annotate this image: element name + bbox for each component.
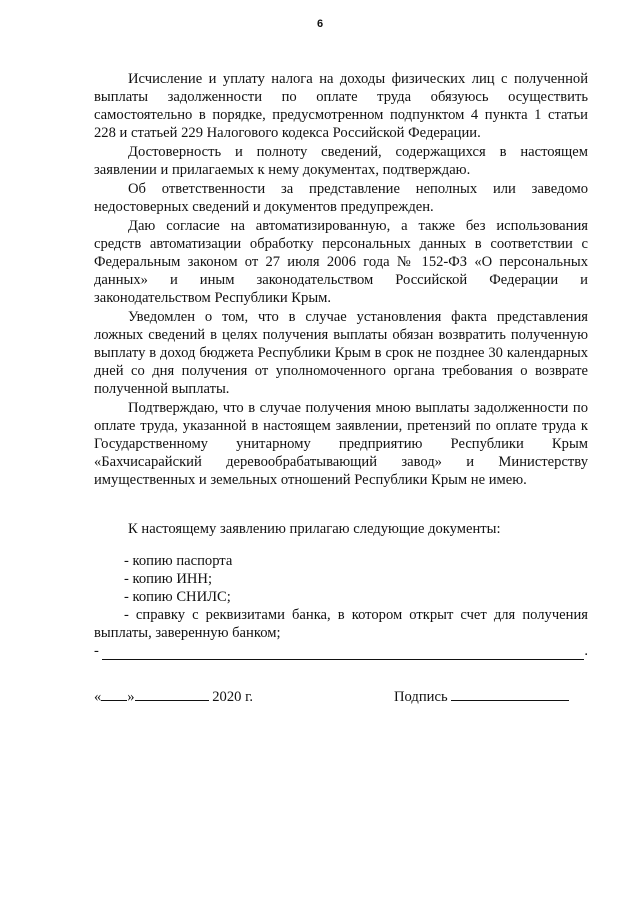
paragraph-tax: Исчисление и уплату налога на доходы физических лиц с полученной выплаты задолженности по оплате труда обязуюсь осуществить самостоятельно в порядке, предусмотренном подпунктом 4 пункта 1 статьи 228 и статьей 229 Налогового кодекса Российской Федерации.: [94, 71, 588, 141]
date-close-quote: »: [127, 689, 135, 705]
paragraph-consent: Даю согласие на автоматизированную, а также без использования средств автоматизации обработку персональных данных в соответствии с Федеральным законом от 27 июля 2006 года № 152-ФЗ «О персональных данных» и иным законодательством Российской Федерации и законодательством Республики Крым.: [94, 218, 588, 306]
attachment-item-passport: - копию паспорта: [124, 553, 233, 569]
date-open-quote: «: [94, 689, 102, 705]
paragraph-confirmation: Подтверждаю, что в случае получения мною выплаты задолженности по оплате труда, указанной в настоящем заявлении, претензий по оплате труда к Государственному унитарному предприятию Республики Крым «Бахчисарайский деревообрабатывающий завод» и Министерству имущественных и земельных отношений Республики Крым не имею.: [94, 400, 588, 488]
attachments-intro: К настоящему заявлению прилагаю следующие документы:: [128, 521, 501, 537]
blank-line-rule: [102, 647, 584, 660]
spacer: [94, 490, 588, 520]
year-text: 2020 г.: [212, 689, 254, 705]
signature-label: Подпись: [394, 689, 448, 705]
blank-line-dash: -: [94, 643, 99, 659]
spacer: [94, 538, 588, 552]
attachment-item-bank-certificate: - справку с реквизитами банка, в котором открыт счет для получения выплаты, заверенную банком;: [94, 607, 588, 641]
blank-line-period: .: [584, 643, 588, 659]
day-blank: [101, 686, 127, 701]
attachments-list: [94, 552, 588, 642]
date-field: [94, 686, 253, 706]
paragraph-responsibility: Об ответственности за представление неполных или заведомо недостоверных сведений и документов предупрежден.: [94, 181, 588, 215]
signature-blank: [451, 686, 569, 701]
attachment-item-inn: - копию ИНН;: [124, 571, 212, 587]
attachment-blank-line: [94, 642, 588, 660]
month-blank: [135, 686, 209, 701]
document-body: [94, 70, 588, 708]
paragraph-accuracy: Достоверность и полноту сведений, содержащихся в настоящем заявлении и прилагаемых к нему документах, подтверждаю.: [94, 144, 588, 178]
signature-field: [394, 686, 569, 706]
attachment-item-snils: - копию СНИЛС;: [124, 589, 231, 605]
page-number: 6: [316, 18, 324, 30]
signature-row: [94, 686, 588, 708]
paragraph-notice: Уведомлен о том, что в случае установления факта представления ложных сведений в целях получения выплаты обязан возвратить полученную выплату в доход бюджета Республики Крым в срок не позднее 30 календарных дней со дня получения от уполномоченного органа требования о возврате полученной выплаты.: [94, 309, 588, 397]
